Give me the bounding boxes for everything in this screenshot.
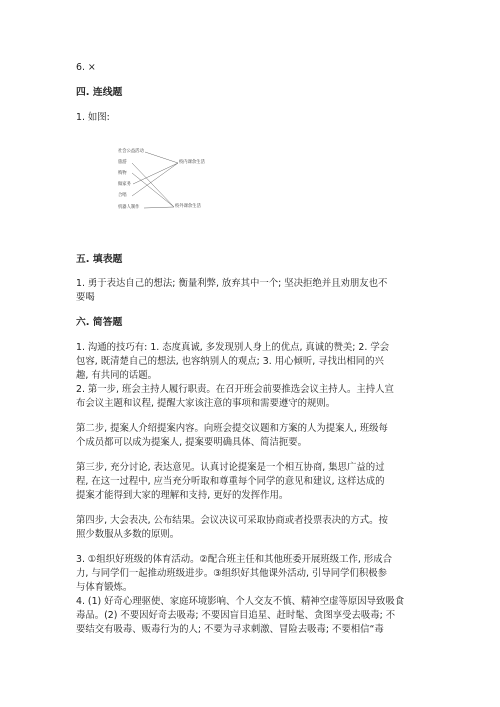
match-line [132,163,174,207]
section-6-line: 第四步, 大会表决, 公布结果。会议决议可采取协商或者投票表决的方式。按 [76,515,388,526]
section-4-heading: 四. 连线题 [76,87,123,98]
section-6-line: 毒品。(2) 不要因好奇去吸毒; 不要因盲目追星、赶时髦、贪图享受去吸毒; 不 [76,610,396,621]
section-6-line: 1. 沟通的技巧有: 1. 态度真诚, 多发现别人身上的优点, 真诚的赞美; 2. 学会 [76,342,390,353]
diagram-left-item: 做家务 [118,182,131,187]
section-6-line: 3. ①组织好班级的体育活动。②配合班主任和其他班委开展班级工作, 形成合 [76,554,392,565]
section-6-line: 第三步, 充分讨论, 表达意见。认真讨论提案是一个相互协商, 集思广益的过 [76,462,385,473]
diagram-right-item: 校内课余生活 [179,160,205,165]
section-5-line: 要喝 [76,292,95,303]
section-6-line: 4. (1) 好奇心理驱使、家庭环境影响、个人交友不慎、精神空虚等原因导致吸食 [76,596,405,607]
section-6-line: 照少数服从多数的原则。 [76,529,180,540]
section-6-line: 布会议主题和议程, 提醒大家该注意的事项和需要遵守的规则。 [76,398,336,409]
section-5-line: 1. 勇于表达自己的想法; 衡量利弊, 放弃其中一个; 坚决拒绝并且劝朋友也不 [76,278,388,289]
match-line [132,163,178,196]
section-6-line: 要结交有吸毒、贩毒行为的人; 不要为寻求刺激、冒险去吸毒; 不要相信“毒 [76,624,384,635]
matching-diagram [118,146,228,220]
diagram-left-item: 旅游 [118,160,127,165]
answer-6: 6. × [76,62,96,73]
section-6-heading: 六. 简答题 [76,317,123,328]
section-6-line: 与体育锻炼。 [76,582,133,593]
diagram-left-item: 合唱 [118,193,127,198]
section-6-line: 第二步, 提案人介绍提案内容。向班会提交议题和方案的人为提案人, 班级每 [76,423,388,434]
section-6-line: 力, 与同学们一起推动班级进步。③组织好其他课外活动, 引导同学们积极参 [76,568,387,579]
section-6-line: 包容, 既清楚自己的想法, 也容纳别人的观点; 3. 用心倾听, 寻找出相同的兴 [76,356,384,367]
section-6-line: 程, 在这一过程中, 应当充分听取和尊重每个同学的意见和建议, 这样达成的 [76,476,385,487]
diagram-right-item: 校外课余生活 [175,204,201,209]
match-line [132,173,174,207]
section-4-item-1: 1. 如图: [76,112,110,123]
diagram-left-item: 机器人制作 [118,205,140,210]
match-line [144,207,174,208]
match-line [145,152,178,163]
section-5-heading: 五. 填表题 [76,254,123,265]
section-6-line: 2. 第一步, 班会主持人履行职责。在召开班会前要推选会议主持人。主持人宣 [76,384,394,395]
match-line [133,163,178,184]
section-6-line: 个成员都可以成为提案人, 提案要明确具体、简洁扼要。 [76,437,307,448]
section-6-line: 提案才能得到大家的理解和支持, 更好的发挥作用。 [76,490,289,501]
section-6-line: 趣, 有共同的话题。 [76,370,157,381]
diagram-left-item: 社会公益活动 [118,149,144,154]
diagram-left-item: 购物 [118,171,127,176]
